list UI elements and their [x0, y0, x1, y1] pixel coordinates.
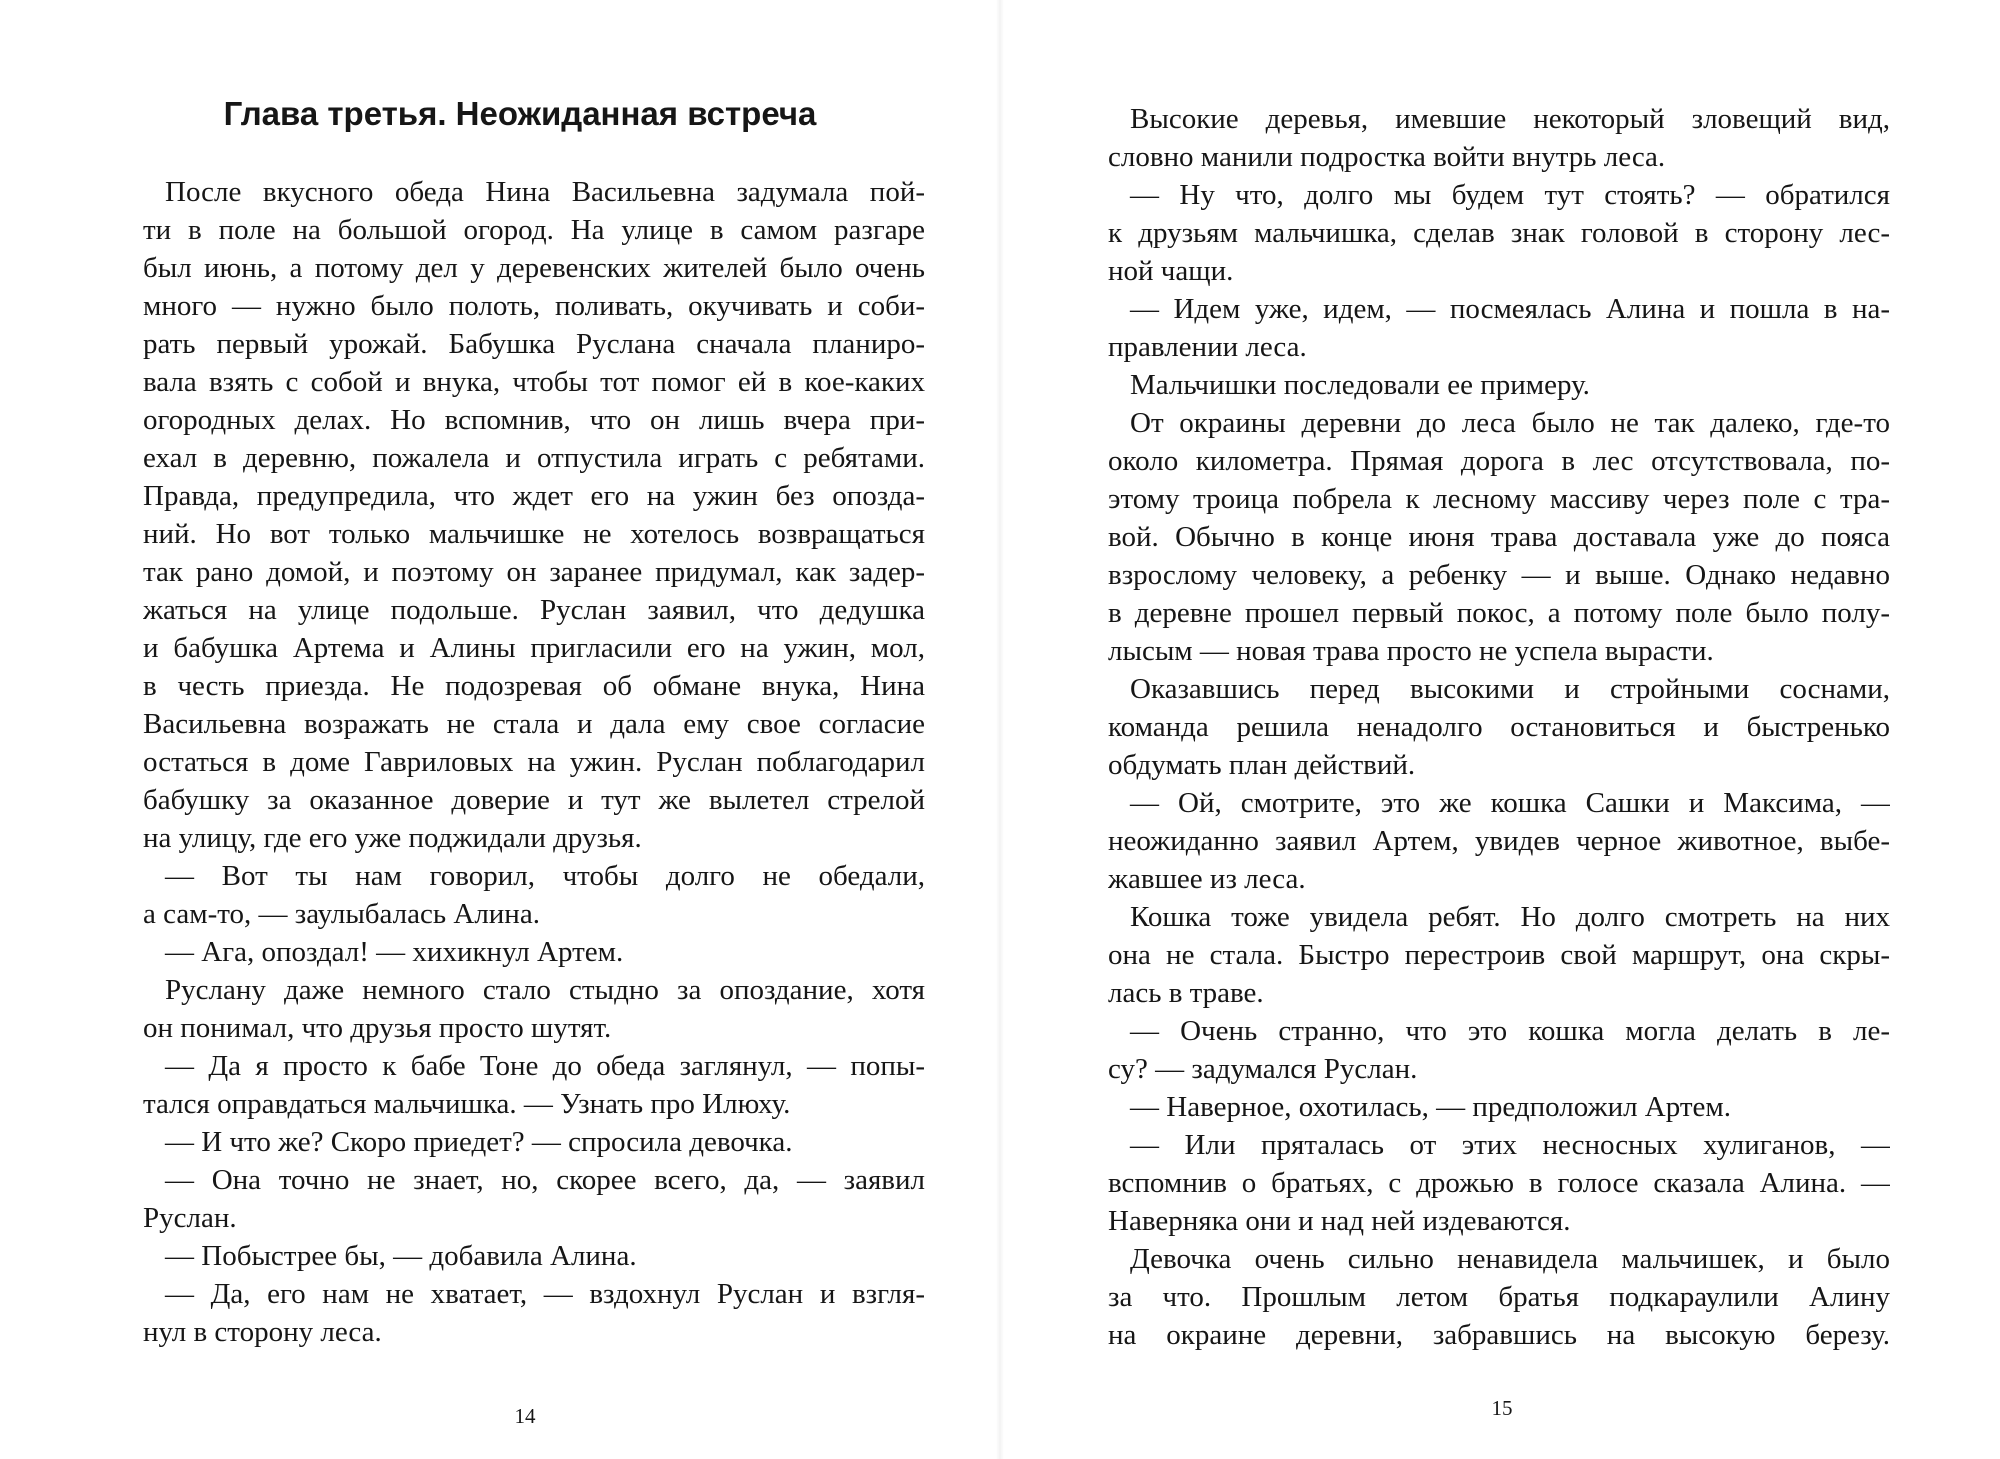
right-page	[1000, 0, 2000, 1459]
text-line: Васильевна возражать не стала и дала ему свое согласие	[143, 708, 925, 740]
text-line: ний. Но вот только мальчишке не хотелось возвращаться	[143, 518, 925, 550]
text-line: словно манили подростка войти внутрь леса.	[1108, 141, 1666, 173]
text-line: — Вот ты нам говорил, чтобы долго не обедали,	[165, 860, 925, 892]
text-line: к друзьям мальчишка, сделав знак головой в сторону лес-	[1108, 217, 1890, 249]
text-line: лысым — новая трава просто не успела вырасти.	[1108, 635, 1714, 667]
text-line: — Или пряталась от этих несносных хулиганов, —	[1130, 1129, 1890, 1161]
text-line: обдумать план действий.	[1108, 749, 1416, 781]
text-line: Правда, предупредила, что ждет его на ужин без опозда-	[143, 480, 925, 512]
text-line: — Наверное, охотилась, — предположил Артем.	[1130, 1091, 1732, 1123]
text-line: Оказавшись перед высокими и стройными соснами,	[1130, 673, 1890, 705]
text-line: много — нужно было полоть, поливать, окучивать и соби-	[143, 290, 925, 322]
text-line: Мальчишки последовали ее примеру.	[1130, 369, 1590, 401]
text-line: — Ну что, долго мы будем тут стоять? — обратился	[1130, 179, 1890, 211]
text-line: вала взять с собой и внука, чтобы тот помог ей в кое-каких	[143, 366, 925, 398]
text-line: на улицу, где его уже поджидали друзья.	[143, 822, 642, 854]
text-line: огородных делах. Но вспомнив, что он лишь вчера при-	[143, 404, 925, 436]
text-line: был июнь, а потому дел у деревенских жителей было очень	[143, 252, 925, 284]
text-line: и бабушка Артема и Алины пригласили его на ужин, мол,	[143, 632, 925, 664]
text-line: на окраине деревни, забравшись на высокую березу.	[1108, 1319, 1890, 1351]
text-line: этому троица побрела к лесному массиву через поле с тра-	[1108, 483, 1890, 515]
text-line: — Ага, опоздал! — хихикнул Артем.	[165, 936, 624, 968]
text-line: От окраины деревни до леса было не так далеко, где-то	[1130, 407, 1890, 439]
left-page-text	[143, 173, 925, 1351]
text-line: в честь приезда. Не подозревая об обмане внука, Нина	[143, 670, 925, 702]
text-line: Девочка очень сильно ненавидела мальчишек, и было	[1130, 1243, 1890, 1275]
text-line: рать первый урожай. Бабушка Руслана сначала планиро-	[143, 328, 925, 360]
text-line: она не стала. Быстро перестроив свой маршрут, она скры-	[1108, 939, 1890, 971]
text-line: в деревне прошел первый покос, а потому поле было полу-	[1108, 597, 1890, 629]
text-line: он понимал, что друзья просто шутят.	[143, 1012, 612, 1044]
text-line: — И что же? Скоро приедет? — спросила девочка.	[165, 1126, 793, 1158]
text-line: бабушку за оказанное доверие и тут же вылетел стрелой	[143, 784, 925, 816]
text-line: — Она точно не знает, но, скорее всего, да, — заявил	[165, 1164, 925, 1196]
text-line: — Побыстрее бы, — добавила Алина.	[165, 1240, 637, 1272]
left-page-number: 14	[514, 1404, 536, 1428]
text-line: жаться на улице подольше. Руслан заявил, что дедушка	[143, 594, 925, 626]
text-line: тался оправдаться мальчишка. — Узнать про Илюху.	[143, 1088, 791, 1120]
text-line: Руслан.	[143, 1202, 237, 1234]
text-line: вой. Обычно в конце июня трава доставала уже до пояса	[1108, 521, 1890, 553]
right-page-text	[1108, 100, 1890, 1354]
text-line: Наверняка они и над ней издеваются.	[1108, 1205, 1571, 1237]
text-line: вспомнив о братьях, с дрожью в голосе сказала Алина. —	[1108, 1167, 1890, 1199]
text-line: так рано домой, и поэтому он заранее придумал, как задер-	[143, 556, 925, 588]
text-line: — Да, его нам не хватает, — вздохнул Руслан и взгля-	[165, 1278, 925, 1310]
text-line: команда решила ненадолго остановиться и быстренько	[1108, 711, 1890, 743]
text-line: жавшее из леса.	[1108, 863, 1306, 895]
text-line: нул в сторону леса.	[143, 1316, 382, 1348]
text-line: остаться в доме Гавриловых на ужин. Руслан поблагодарил	[143, 746, 925, 778]
text-line: неожиданно заявил Артем, увидев черное животное, выбе-	[1108, 825, 1890, 857]
text-line: — Идем уже, идем, — посмеялась Алина и пошла в на-	[1130, 293, 1890, 325]
text-line: ти в поле на большой огород. На улице в самом разгаре	[143, 214, 925, 246]
text-line: Кошка тоже увидела ребят. Но долго смотреть на них	[1130, 901, 1890, 933]
text-line: взрослому человеку, а ребенку — и выше. Однако недавно	[1108, 559, 1890, 591]
text-line: ной чащи.	[1108, 255, 1234, 287]
right-page-number: 15	[1491, 1396, 1513, 1420]
text-line: — Ой, смотрите, это же кошка Сашки и Максима, —	[1130, 787, 1890, 819]
text-line: ехал в деревню, пожалела и отпустила играть с ребятами.	[143, 442, 925, 474]
text-line: за что. Прошлым летом братья подкараулили Алину	[1108, 1281, 1890, 1313]
text-line: су? — задумался Руслан.	[1108, 1053, 1418, 1085]
text-line: После вкусного обеда Нина Васильевна задумала пой-	[165, 176, 925, 208]
text-line: Руслану даже немного стало стыдно за опоздание, хотя	[165, 974, 925, 1006]
text-line: правлении леса.	[1108, 331, 1307, 363]
text-line: около километра. Прямая дорога в лес отсутствовала, по-	[1108, 445, 1890, 477]
text-line: лась в траве.	[1108, 977, 1264, 1009]
chapter-title: Глава третья. Неожиданная встреча	[223, 95, 817, 132]
text-line: — Да я просто к бабе Тоне до обеда заглянул, — попы-	[165, 1050, 925, 1082]
text-line: Высокие деревья, имевшие некоторый зловещий вид,	[1130, 103, 1890, 135]
text-line: — Очень странно, что это кошка могла делать в ле-	[1130, 1015, 1890, 1047]
text-line: а сам-то, — заулыбалась Алина.	[143, 898, 540, 930]
